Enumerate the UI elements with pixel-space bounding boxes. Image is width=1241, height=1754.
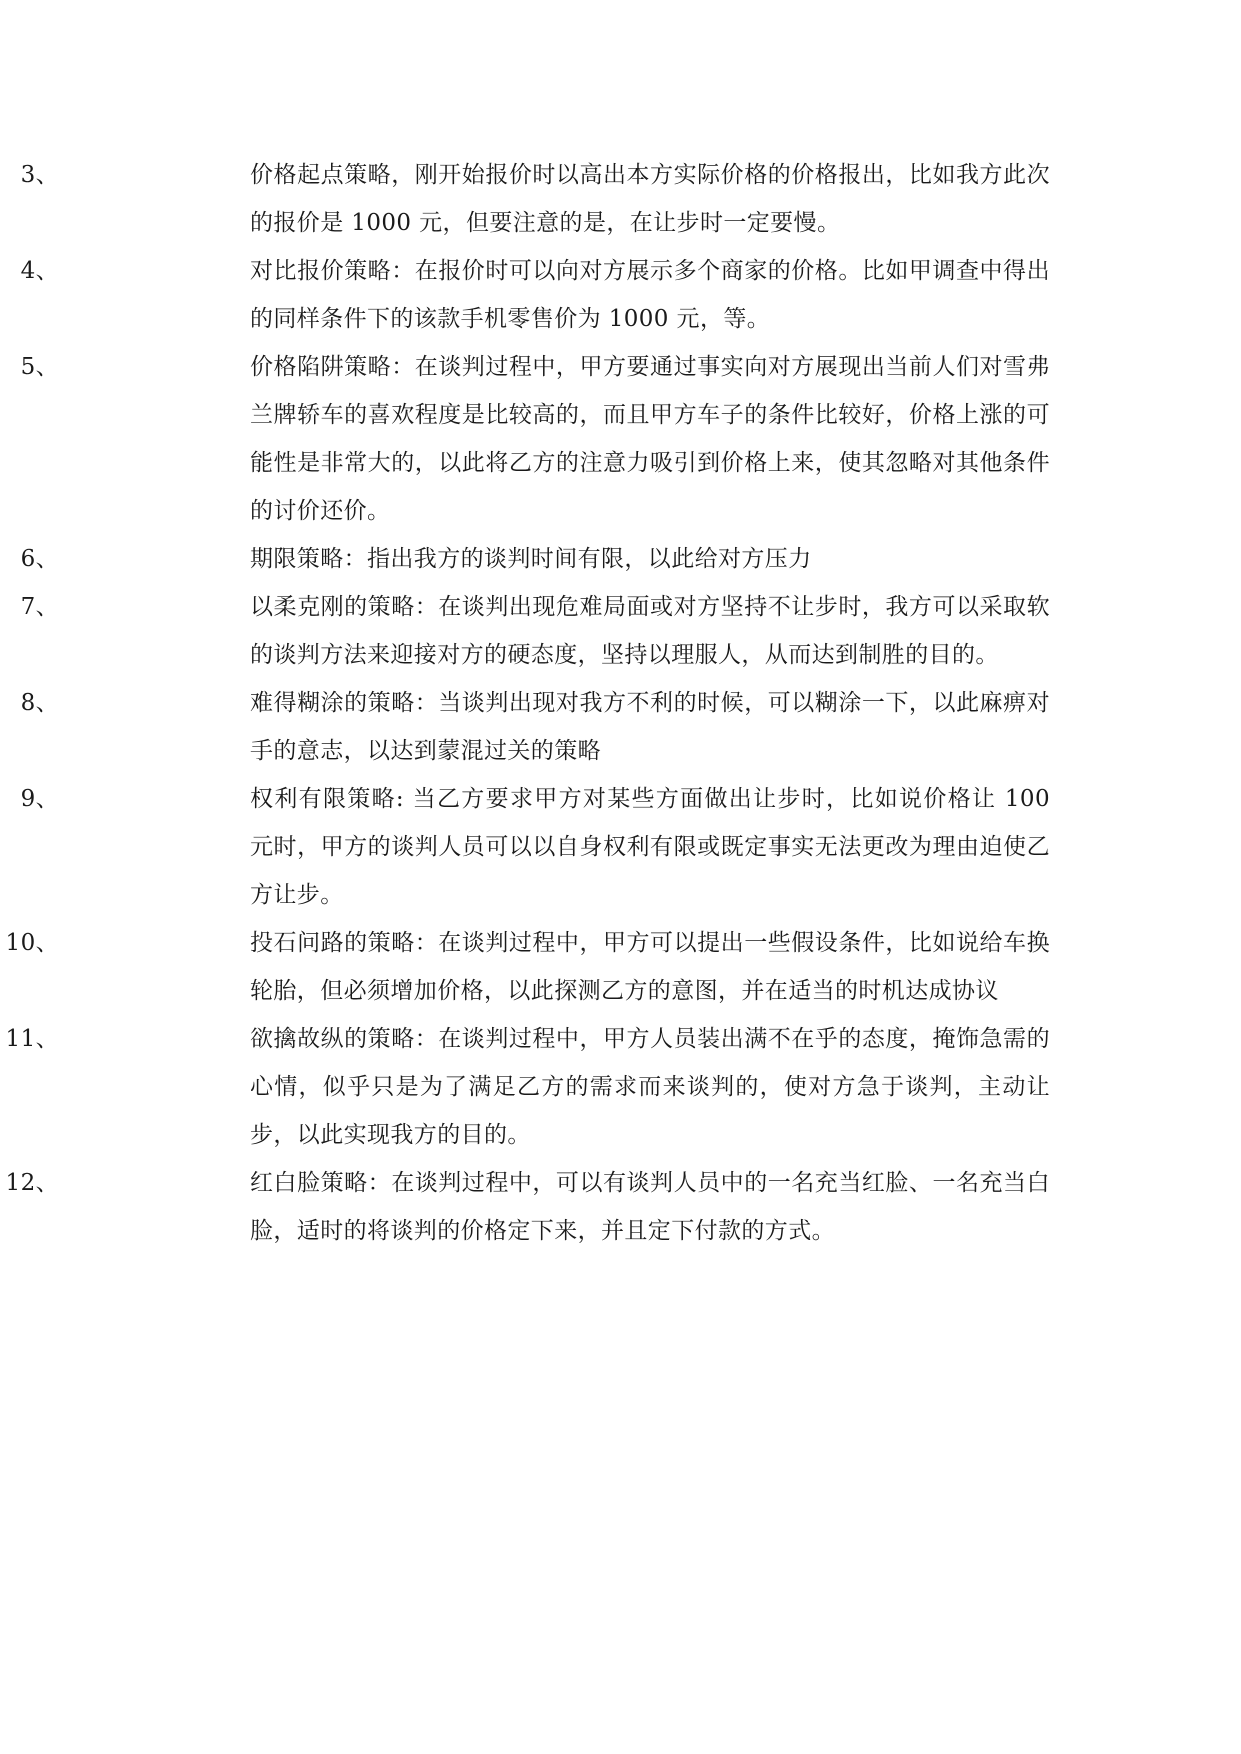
list-item — [0, 151, 1050, 247]
list-item-text: 对比报价策略：在报价时可以向对方展示多个商家的价格。比如甲调查中得出的同样条件下的该款手机零售价为 1000 元，等。 — [250, 258, 1050, 332]
list-item-text: 投石问路的策略：在谈判过程中，甲方可以提出一些假设条件，比如说给车换轮胎，但必须增加价格，以此探测乙方的意图，并在适当的时机达成协议 — [250, 930, 1050, 1004]
list-item-number: 5、 — [20, 354, 59, 380]
list-item-number: 6、 — [20, 546, 59, 572]
list-item — [0, 1015, 1050, 1159]
list-item — [0, 775, 1050, 919]
list-item — [0, 679, 1050, 775]
list-item-text: 难得糊涂的策略：当谈判出现对我方不利的时候，可以糊涂一下，以此麻痹对手的意志，以达到蒙混过关的策略 — [250, 690, 1050, 764]
list-item-number: 3、 — [20, 162, 59, 188]
list-item — [0, 343, 1050, 535]
list-item-text: 红白脸策略：在谈判过程中，可以有谈判人员中的一名充当红脸、一名充当白脸，适时的将谈判的价格定下来，并且定下付款的方式。 — [250, 1170, 1050, 1244]
strategy-list — [0, 151, 1241, 1255]
list-item-text: 以柔克刚的策略：在谈判出现危难局面或对方坚持不让步时，我方可以采取软的谈判方法来迎接对方的硬态度，坚持以理服人，从而达到制胜的目的。 — [250, 594, 1050, 668]
list-item-number: 8、 — [20, 690, 59, 716]
list-item-number: 4、 — [20, 258, 59, 284]
list-item-number: 11、 — [5, 1026, 59, 1052]
list-item — [0, 247, 1050, 343]
list-item-text: 欲擒故纵的策略：在谈判过程中，甲方人员装出满不在乎的态度，掩饰急需的心情，似乎只是为了满足乙方的需求而来谈判的，使对方急于谈判，主动让步，以此实现我方的目的。 — [250, 1026, 1050, 1148]
list-item-text: 期限策略：指出我方的谈判时间有限，以此给对方压力 — [250, 546, 812, 572]
list-item-number: 9、 — [20, 786, 59, 812]
list-item-number: 7、 — [20, 594, 59, 620]
list-item — [0, 535, 1050, 583]
list-item — [0, 583, 1050, 679]
list-item — [0, 919, 1050, 1015]
list-item-text: 价格陷阱策略：在谈判过程中，甲方要通过事实向对方展现出当前人们对雪弗兰牌轿车的喜欢程度是比较高的，而且甲方车子的条件比较好，价格上涨的可能性是非常大的，以此将乙方的注意力吸引到价格上来，使其忽略对其他条件的讨价还价。 — [250, 354, 1050, 524]
list-item-number: 10、 — [5, 930, 59, 956]
list-item-number: 12、 — [5, 1170, 59, 1196]
list-item-text: 价格起点策略，刚开始报价时以高出本方实际价格的价格报出，比如我方此次的报价是 1000 元，但要注意的是，在让步时一定要慢。 — [250, 162, 1050, 236]
list-item-text: 权利有限策略: 当乙方要求甲方对某些方面做出让步时，比如说价格让 100 元时，甲方的谈判人员可以以自身权利有限或既定事实无法更改为理由迫使乙方让步。 — [250, 786, 1050, 908]
list-item — [0, 1159, 1050, 1255]
